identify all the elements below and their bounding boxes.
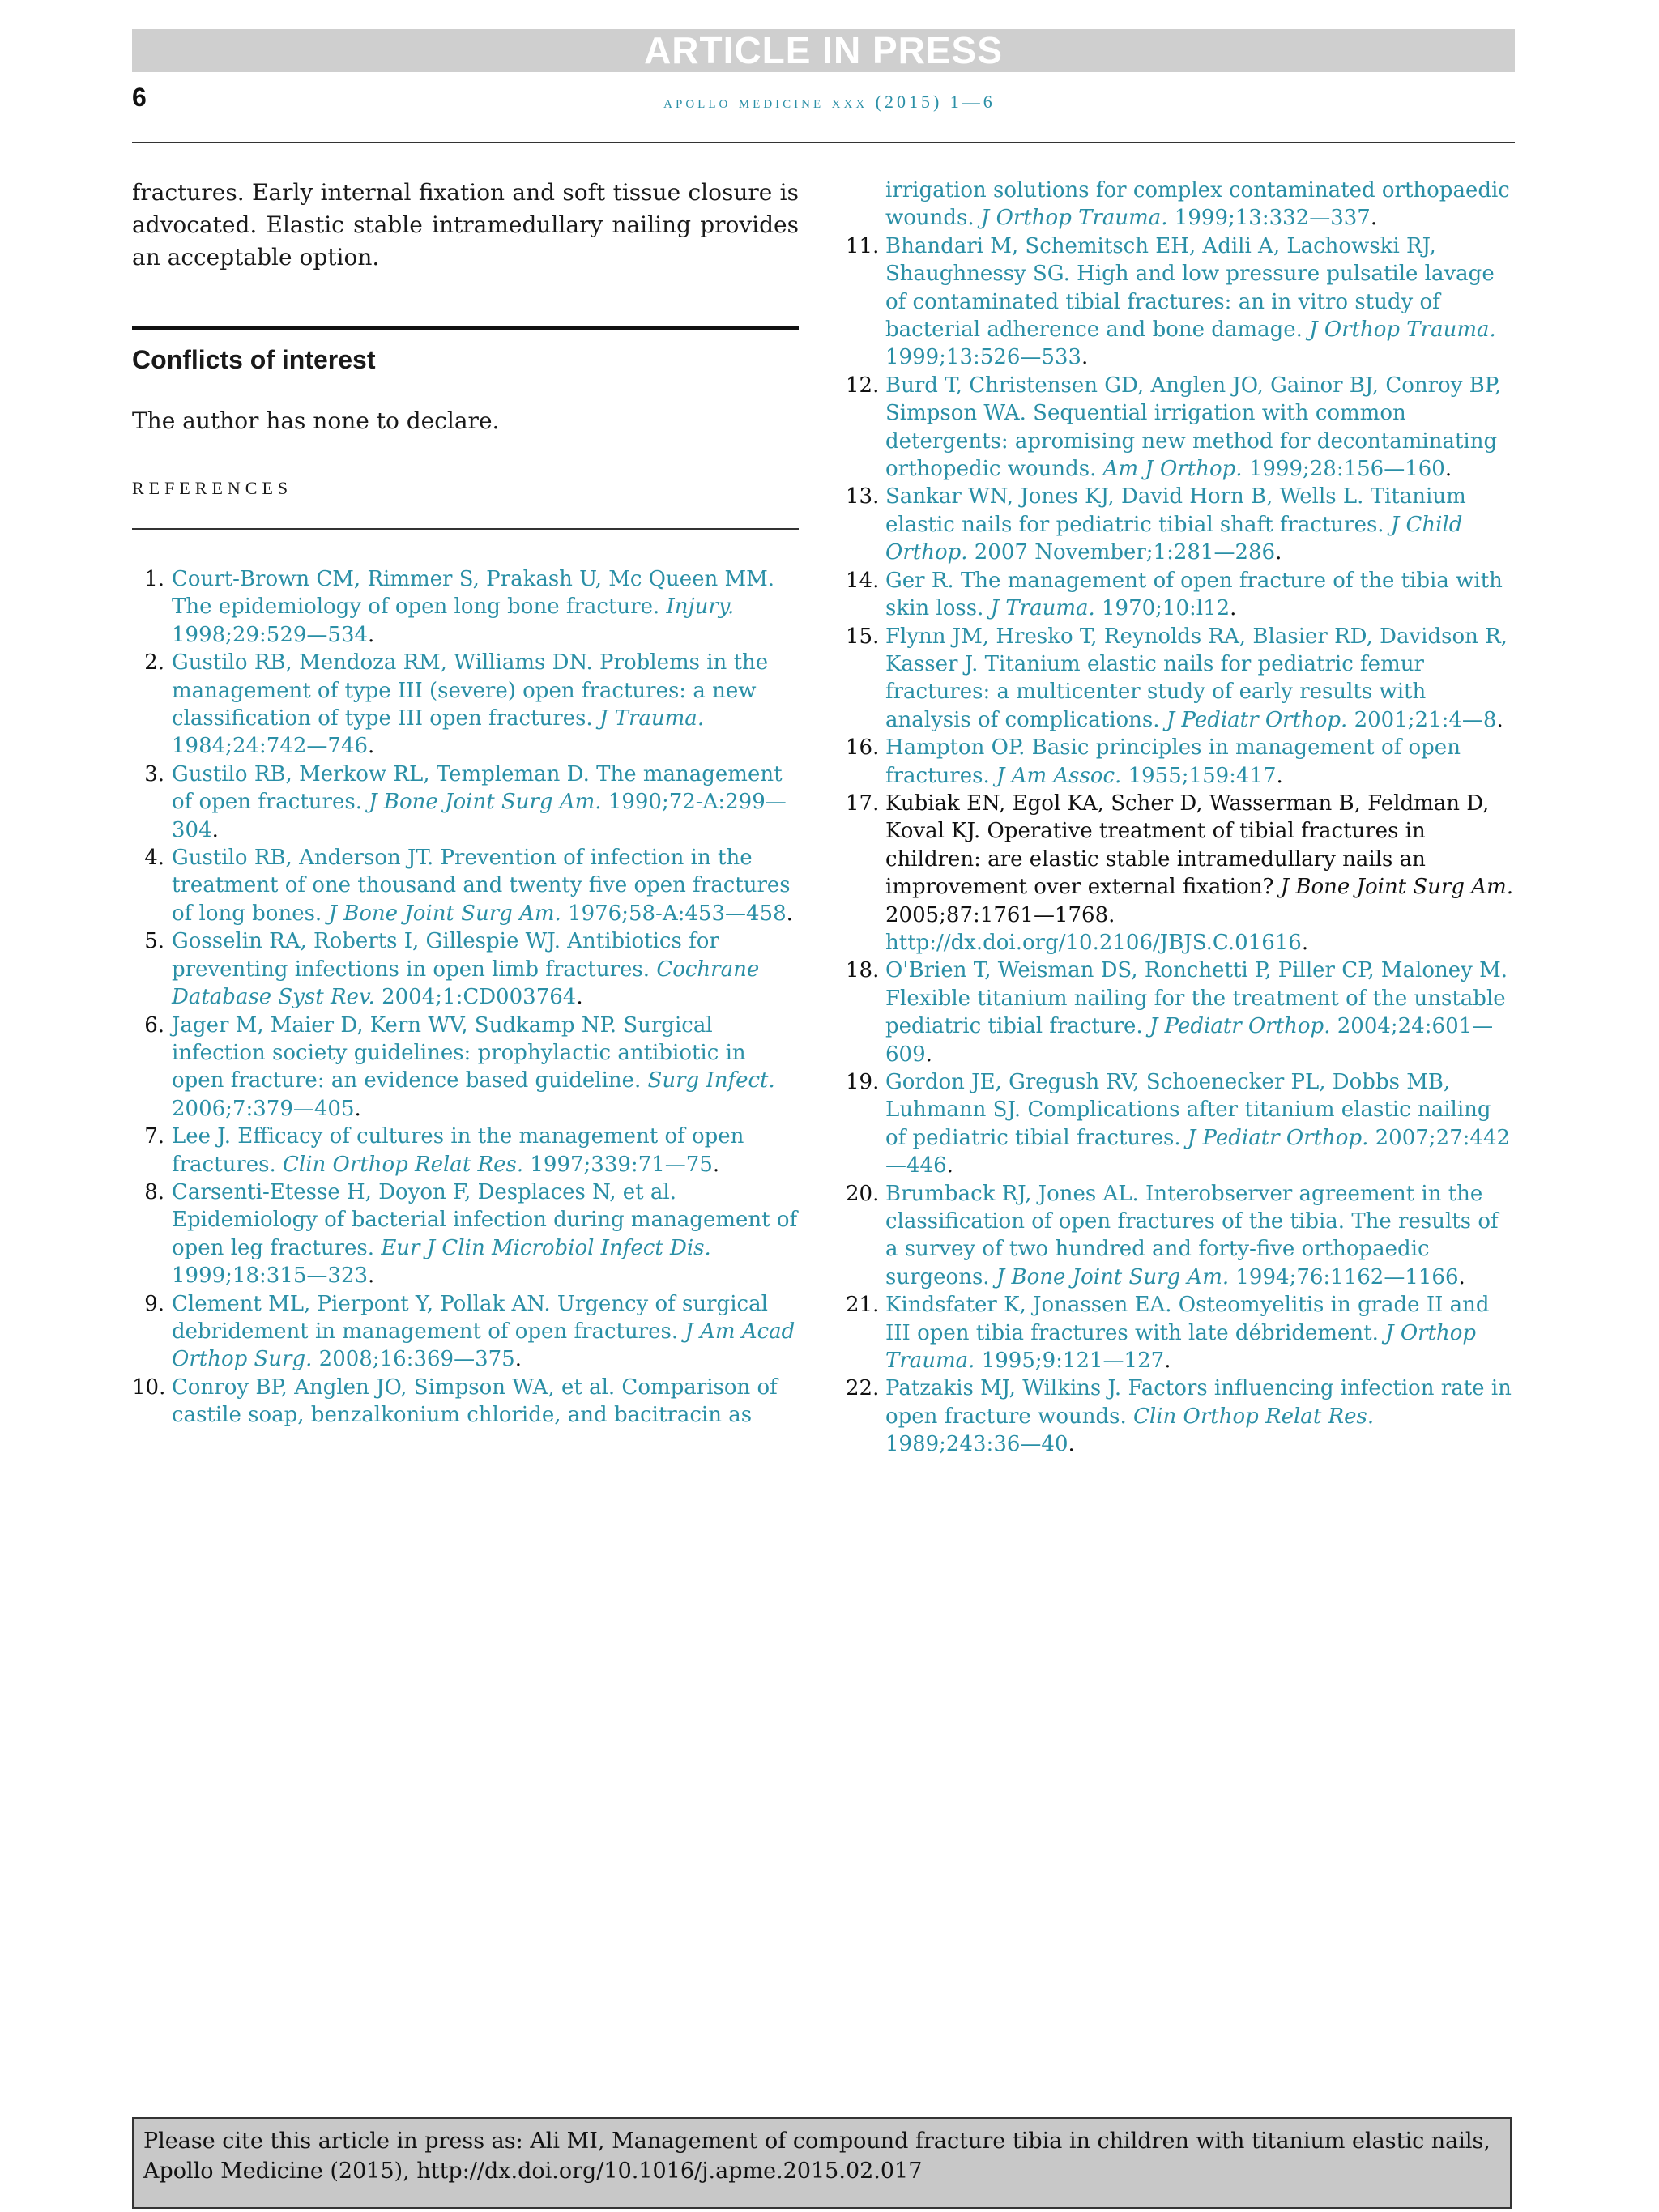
reference-item[interactable]: 5. Gosselin RA, Roberts I, Gillespie WJ. Antibiotics for preventing infections in open limb fractures. Cochrane Database Syst Rev. 2004;1:CD003764.: [144, 929, 760, 1010]
reference-item[interactable]: 12. Burd T, Christensen GD, Anglen JO, Gainor BJ, Conroy BP, Simpson WA. Sequential irrigation with common detergents: apromising new method for decontaminating orthopedic wounds. Am J Orthop. 1999;28:156—160.: [846, 373, 1502, 482]
reference-list-right: [846, 177, 1515, 1459]
right-column: [846, 177, 1515, 1459]
reference-list-left: [132, 565, 799, 1430]
body-paragraph: fractures. Early internal fixation and soft tissue closure is advocated. Elastic stable intramedullary nailing provides an acceptable option.: [132, 179, 799, 271]
reference-item[interactable]: 15. Flynn JM, Hresko T, Reynolds RA, Blasier RD, Davidson R, Kasser J. Titanium elastic nails for pediatric femur fractures: a multicenter study of early results with analysis of complications. J Pediatr Orthop. 2001;21:4—8.: [846, 624, 1508, 732]
reference-item-continued[interactable]: irrigation solutions for complex contaminated orthopaedic wounds. J Orthop Trauma. 1999;13:332—337.: [885, 178, 1510, 231]
page-number: 6: [132, 83, 147, 112]
reference-item[interactable]: 3. Gustilo RB, Merkow RL, Templeman D. The management of open fractures. J Bone Joint Surg Am. 1990;72-A:299—304.: [144, 761, 787, 842]
reference-item[interactable]: 14. Ger R. The management of open fracture of the tibia with skin loss. J Trauma. 1970;10:l12.: [846, 568, 1503, 621]
reference-item[interactable]: 6. Jager M, Maier D, Kern WV, Sudkamp NP. Surgical infection society guidelines: prophylactic antibiotic in open fracture: an evidence based guideline. Surg Infect. 2006;7:379—405.: [144, 1012, 775, 1121]
reference-item[interactable]: 18. O'Brien T, Weisman DS, Ronchetti P, Piller CP, Maloney M. Flexible titanium nailing for the treatment of the unstable pediatric tibial fracture. J Pediatr Orthop. 2004;24:601—609.: [846, 958, 1508, 1067]
references-heading: REFERENCES: [132, 478, 293, 498]
reference-item[interactable]: 1. Court-Brown CM, Rimmer S, Prakash U, Mc Queen MM. The epidemiology of open long bone fracture. Injury. 1998;29:529—534.: [144, 567, 775, 647]
section-title-conflicts: Conflicts of interest: [132, 345, 376, 374]
doi-link[interactable]: http://dx.doi.org/10.2106/JBJS.C.01616: [885, 930, 1302, 955]
reference-item[interactable]: 2. Gustilo RB, Mendoza RM, Williams DN. Problems in the management of type III (severe) open fractures: a new classification of type III open fractures. J Trauma. 1984;24:742—746.: [144, 650, 769, 759]
reference-item[interactable]: 16. Hampton OP. Basic principles in management of open fractures. J Am Assoc. 1955;159:417.: [846, 735, 1461, 788]
left-column: [132, 177, 799, 1430]
reference-item[interactable]: 11. Bhandari M, Schemitsch EH, Adili A, Lachowski RJ, Shaughnessy SG. High and low pressure pulsatile lavage of contaminated tibial fractures: an in vitro study of bacterial adherence and bone damage. J Orthop Trauma. 1999;13:526—533.: [846, 233, 1496, 370]
reference-item[interactable]: 13. Sankar WN, Jones KJ, David Horn B, Wells L. Titanium elastic nails for pediatric tibial shaft fractures. J Child Orthop. 2007 November;1:281—286.: [846, 484, 1466, 565]
reference-item[interactable]: 20. Brumback RJ, Jones AL. Interobserver agreement in the classification of open fractures of the tibia. The results of a survey of two hundred and forty-five orthopaedic surgeons. J Bone Joint Surg Am. 1994;76:1162—1166.: [846, 1181, 1499, 1289]
reference-item[interactable]: 7. Lee J. Efficacy of cultures in the management of open fractures. Clin Orthop Relat Res. 1997;339:71—75.: [144, 1124, 744, 1177]
reference-item[interactable]: 4. Gustilo RB, Anderson JT. Prevention of infection in the treatment of one thousand and twenty five open fractures of long bones. J Bone Joint Surg Am. 1976;58-A:453—458.: [144, 846, 793, 926]
references-rule: [132, 528, 799, 530]
header-rule: [132, 142, 1515, 143]
citation-box: Please cite this article in press as: Ali MI, Management of compound fracture tibia in children with titanium elastic nails, Apollo Medicine (2015), http://dx.doi.org/10.1016/j.apme.2015.02.017: [132, 2117, 1512, 2209]
reference-item[interactable]: 19. Gordon JE, Gregush RV, Schoenecker PL, Dobbs MB, Luhmann SJ. Complications after titanium elastic nailing of pediatric tibial fractures. J Pediatr Orthop. 2007;27:442—446.: [846, 1070, 1511, 1178]
reference-item[interactable]: 10. Conroy BP, Anglen JO, Simpson WA, et al. Comparison of castile soap, benzalkonium chloride, and bacitracin as: [132, 1375, 778, 1428]
section-rule: [132, 326, 799, 330]
reference-item[interactable]: 9. Clement ML, Pierpont Y, Pollak AN. Urgency of surgical debridement in management of open fractures. J Am Acad Orthop Surg. 2008;16:369—375.: [144, 1291, 795, 1372]
conflicts-statement: The author has none to declare.: [132, 407, 500, 434]
reference-item[interactable]: 21. Kindsfater K, Jonassen EA. Osteomyelitis in grade II and III open tibia fractures with late débridement. J Orthop Trauma. 1995;9:121—127.: [846, 1293, 1490, 1374]
article-in-press-banner: ARTICLE IN PRESS: [132, 29, 1515, 72]
running-head: apollo medicine xxx (2015) 1—6: [663, 92, 996, 112]
reference-item[interactable]: 22. Patzakis MJ, Wilkins J. Factors influencing infection rate in open fracture wounds. Clin Orthop Relat Res. 1989;243:36—40.: [846, 1376, 1512, 1457]
reference-item[interactable]: 8. Carsenti-Etesse H, Doyon F, Desplaces N, et al. Epidemiology of bacterial infection during management of open leg fractures. Eur J Clin Microbiol Infect Dis. 1999;18:315—323.: [144, 1179, 798, 1289]
reference-item[interactable]: 17. Kubiak EN, Egol KA, Scher D, Wasserman B, Feldman D, Koval KJ. Operative treatment of tibial fractures in children: are elastic stable intramedullary nails an improvement over external fixation? J Bone Joint Surg Am. 2005;87:1761—1768. http://dx.doi.org/10.2106/JBJS.C.01616.: [846, 791, 1513, 955]
